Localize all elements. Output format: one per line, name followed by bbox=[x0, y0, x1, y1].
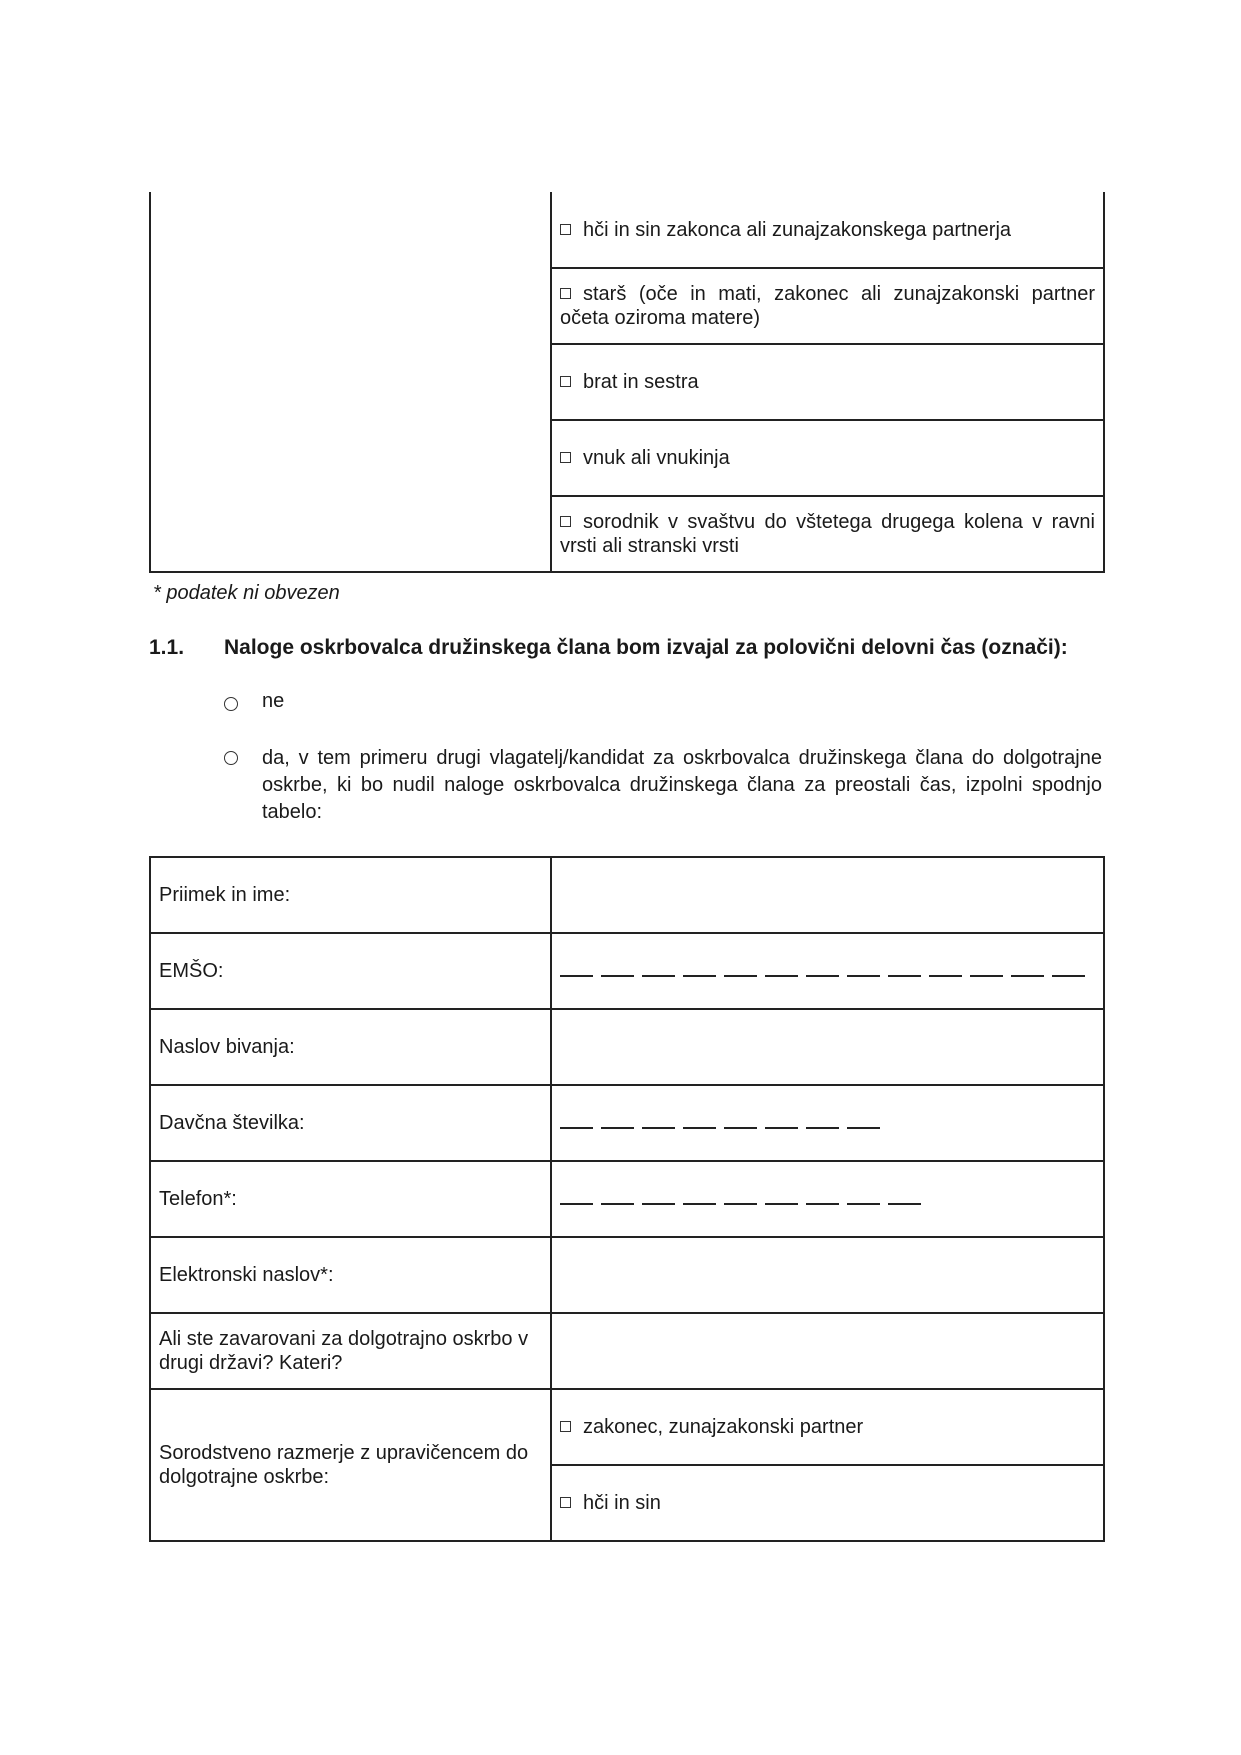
digit-line bbox=[601, 975, 634, 977]
digit-line bbox=[642, 1203, 675, 1205]
emso-field[interactable] bbox=[551, 933, 1104, 1009]
digit-line bbox=[683, 1127, 716, 1129]
section-number: 1.1. bbox=[149, 636, 185, 659]
digit-line bbox=[806, 1203, 839, 1205]
emso-digit-lines bbox=[560, 975, 1095, 977]
insured-field[interactable] bbox=[551, 1313, 1104, 1389]
address-field[interactable] bbox=[551, 1009, 1104, 1085]
digit-line bbox=[560, 1127, 593, 1129]
name-label: Priimek in ime: bbox=[150, 857, 551, 933]
relation-option-label: brat in sestra bbox=[583, 371, 699, 393]
phone-field[interactable] bbox=[551, 1161, 1104, 1237]
section-title: Naloge oskrbovalca družinskega člana bom izvajal za polovični delovni čas (označi): bbox=[224, 636, 1068, 659]
digit-line bbox=[806, 975, 839, 977]
second-caregiver-table bbox=[149, 856, 1105, 1542]
phone-digit-lines bbox=[560, 1203, 1095, 1205]
relationship-options-table-continued bbox=[149, 192, 1105, 573]
checkbox[interactable] bbox=[560, 288, 571, 299]
relation-option-cell[interactable] bbox=[551, 1389, 1104, 1465]
relation-option-label: sorodnik v svaštvu do vštetega drugega kolena v ravni vrsti ali stranski vrsti bbox=[560, 511, 1095, 557]
relation-option-cell[interactable] bbox=[551, 268, 1104, 344]
relation-option-cell[interactable] bbox=[551, 420, 1104, 496]
relation-option-cell[interactable] bbox=[551, 496, 1104, 572]
digit-line bbox=[847, 1203, 880, 1205]
name-field[interactable] bbox=[551, 857, 1104, 933]
digit-line bbox=[683, 1203, 716, 1205]
empty-label-cell bbox=[150, 192, 551, 572]
email-field[interactable] bbox=[551, 1237, 1104, 1313]
digit-line bbox=[724, 975, 757, 977]
digit-line bbox=[642, 1127, 675, 1129]
digit-line bbox=[1011, 975, 1044, 977]
relation-option-cell[interactable] bbox=[551, 192, 1104, 268]
digit-line bbox=[601, 1127, 634, 1129]
footnote: * podatek ni obvezen bbox=[153, 582, 340, 604]
digit-line bbox=[970, 975, 1003, 977]
digit-line bbox=[847, 975, 880, 977]
checkbox[interactable] bbox=[560, 452, 571, 463]
relation-option-label: hči in sin bbox=[583, 1492, 661, 1514]
checkbox[interactable] bbox=[560, 376, 571, 387]
digit-line bbox=[765, 1203, 798, 1205]
digit-line bbox=[929, 975, 962, 977]
radio-ne[interactable] bbox=[224, 697, 238, 711]
digit-line bbox=[724, 1203, 757, 1205]
digit-line bbox=[683, 975, 716, 977]
email-label: Elektronski naslov*: bbox=[150, 1237, 551, 1313]
digit-line bbox=[560, 975, 593, 977]
radio-da[interactable] bbox=[224, 751, 238, 765]
digit-line bbox=[724, 1127, 757, 1129]
tax-digit-lines bbox=[560, 1127, 1095, 1129]
phone-label: Telefon*: bbox=[150, 1161, 551, 1237]
relation-option-label: starš (oče in mati, zakonec ali zunajzakonski partner očeta oziroma matere) bbox=[560, 283, 1095, 329]
checkbox[interactable] bbox=[560, 516, 571, 527]
digit-line bbox=[1052, 975, 1085, 977]
digit-line bbox=[642, 975, 675, 977]
relation-option-label: vnuk ali vnukinja bbox=[583, 447, 730, 469]
option-ne-label: ne bbox=[262, 690, 285, 712]
digit-line bbox=[765, 975, 798, 977]
relation-option-label: hči in sin zakonca ali zunajzakonskega partnerja bbox=[583, 218, 1012, 241]
checkbox[interactable] bbox=[560, 1421, 571, 1432]
checkbox[interactable] bbox=[560, 224, 571, 235]
relation-option-label: zakonec, zunajzakonski partner bbox=[583, 1416, 864, 1438]
digit-line bbox=[560, 1203, 593, 1205]
digit-line bbox=[601, 1203, 634, 1205]
digit-line bbox=[806, 1127, 839, 1129]
address-label: Naslov bivanja: bbox=[150, 1009, 551, 1085]
emso-label: EMŠO: bbox=[150, 933, 551, 1009]
digit-line bbox=[847, 1127, 880, 1129]
tax-number-label: Davčna številka: bbox=[150, 1085, 551, 1161]
digit-line bbox=[765, 1127, 798, 1129]
insured-label: Ali ste zavarovani za dolgotrajno oskrbo v drugi državi? Kateri? bbox=[150, 1313, 551, 1389]
relation-label: Sorodstveno razmerje z upravičencem do dolgotrajne oskrbe: bbox=[150, 1389, 551, 1541]
option-da-label: da, v tem primeru drugi vlagatelj/kandidat za oskrbovalca družinskega člana do dolgotrajne oskrbe, ki bo nudil naloge oskrbovalca družinskega člana za preostali čas, izpolni spodnjo tabelo: bbox=[262, 747, 1102, 823]
checkbox[interactable] bbox=[560, 1497, 571, 1508]
tax-number-field[interactable] bbox=[551, 1085, 1104, 1161]
digit-line bbox=[888, 1203, 921, 1205]
relation-option-cell[interactable] bbox=[551, 1465, 1104, 1541]
relation-option-cell[interactable] bbox=[551, 344, 1104, 420]
digit-line bbox=[888, 975, 921, 977]
